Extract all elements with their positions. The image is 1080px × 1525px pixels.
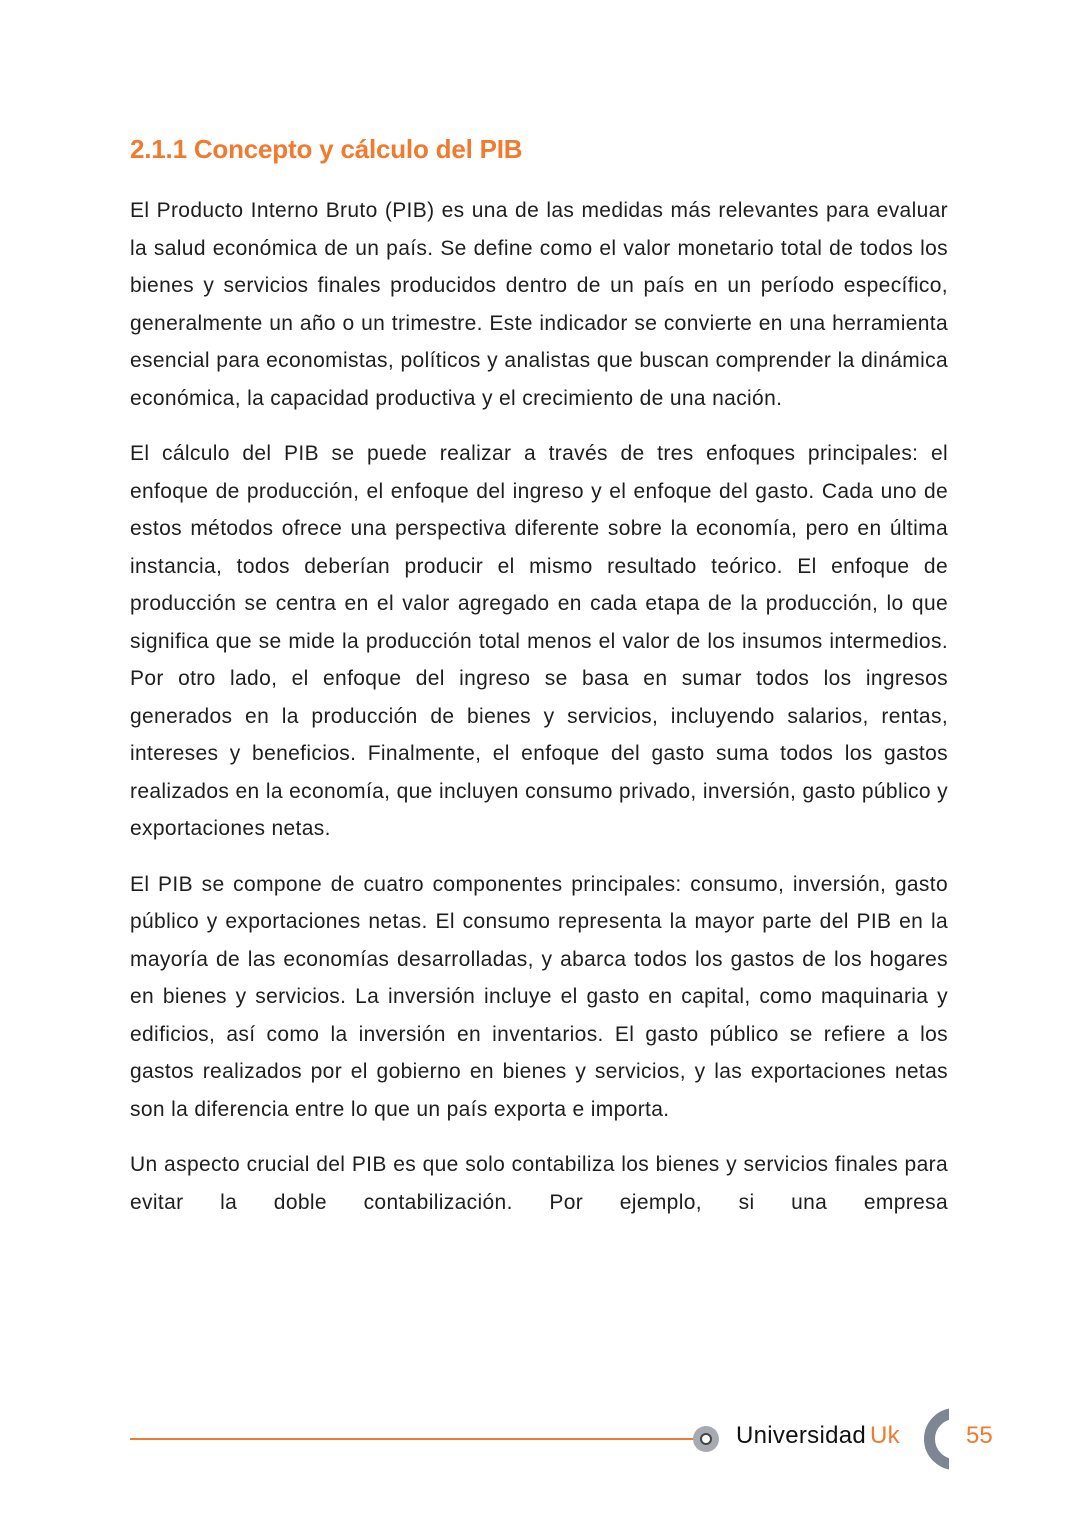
paragraph: El cálculo del PIB se puede realizar a través de tres enfoques principales: el enfoque de producción, el enfoque del ingreso y el enfoque del gasto. Cada uno de estos métodos ofrece una perspectiva diferente sobre la economía, pero en última instancia, todos deberían producir el mismo resultado teórico. El enfoque de producción se centra en el valor agregado en cada etapa de la producción, lo que significa que se mide la producción total menos el valor de los insumos intermedios. Por otro lado, el enfoque del ingreso se basa en sumar todos los ingresos generados en la producción de bienes y servicios, incluyendo salarios, rentas, intereses y beneficios. Finalmente, el enfoque del gasto suma todos los gastos realizados en la economía, que incluyen consumo privado, inversión, gasto público y exportaciones netas. [130, 442, 948, 840]
brand-name: Universidad [736, 1422, 867, 1449]
paragraph: El PIB se compone de cuatro componentes principales: consumo, inversión, gasto público y exportaciones netas. El consumo representa la mayor parte del PIB en la mayoría de las economías desarrolladas, y abarca todos los gastos de los hogares en bienes y servicios. La inversión incluye el gasto en capital, como maquinaria y edificios, así como la inversión en inventarios. El gasto público se refiere a los gastos realizados por el gobierno en bienes y servicios, y las exportaciones netas son la diferencia entre lo que un país exporta e importa. [130, 872, 948, 1121]
arc-decoration-icon [924, 1408, 949, 1470]
ring-logo-icon [693, 1426, 719, 1452]
body-text [130, 192, 948, 1239]
brand-suffix: Uk [870, 1422, 900, 1449]
footer-divider [130, 1438, 695, 1440]
page-number: 55 [966, 1422, 993, 1449]
footer-brand [736, 1422, 900, 1450]
section-heading: 2.1.1 Concepto y cálculo del PIB [130, 134, 523, 164]
paragraph: El Producto Interno Bruto (PIB) es una de las medidas más relevantes para evaluar la salud económica de un país. Se define como el valor monetario total de todos los bienes y servicios finales producidos dentro de un país en un período específico, generalmente un año o un trimestre. Este indicador se convierte en una herramienta esencial para economistas, políticos y analistas que buscan comprender la dinámica económica, la capacidad productiva y el crecimiento de una nación. [130, 199, 948, 410]
paragraph: Un aspecto crucial del PIB es que solo contabiliza los bienes y servicios finales para evitar la doble contabilización. Por ejemplo, si una empresa [130, 1153, 948, 1214]
